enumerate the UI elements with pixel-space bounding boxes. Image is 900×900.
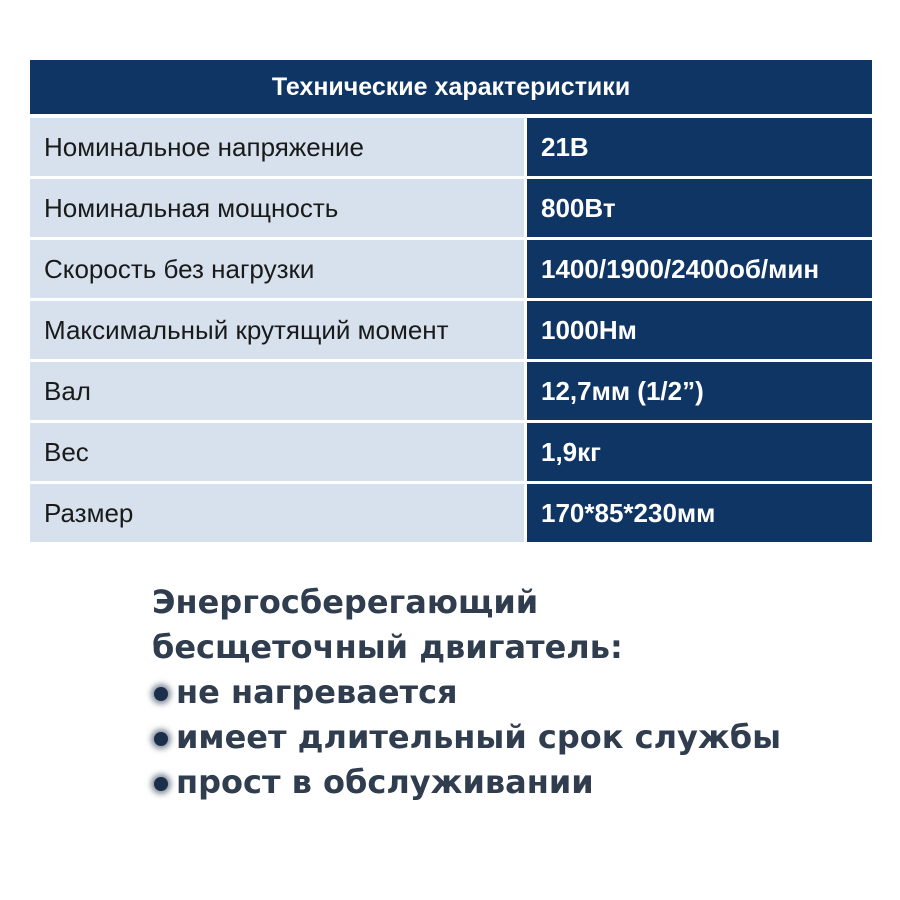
spec-value: 1,9кг <box>527 423 872 481</box>
features-title-line2: бесщеточный двигатель: <box>152 628 623 666</box>
feature-text: имеет длительный срок службы <box>176 718 782 756</box>
table-row <box>30 240 872 301</box>
spec-label: Номинальное напряжение <box>30 118 527 176</box>
spec-value: 21В <box>527 118 872 176</box>
spec-label: Вес <box>30 423 527 481</box>
feature-text: не нагревается <box>176 673 458 711</box>
spec-label: Размер <box>30 484 527 542</box>
list-item <box>152 715 781 760</box>
spec-value: 12,7мм (1/2”) <box>527 362 872 420</box>
spec-value: 170*85*230мм <box>527 484 872 542</box>
spec-label: Максимальный крутящий момент <box>30 301 527 359</box>
spec-table <box>30 60 872 542</box>
spec-value: 1000Нм <box>527 301 872 359</box>
spec-value: 800Вт <box>527 179 872 237</box>
table-row <box>30 362 872 423</box>
feature-text: прост в обслуживании <box>176 763 594 801</box>
table-row <box>30 484 872 542</box>
features-block <box>152 580 781 805</box>
list-item <box>152 760 781 805</box>
features-title-line1: Энергосберегающий <box>152 583 539 621</box>
table-row <box>30 301 872 362</box>
bullet-dot-icon <box>154 732 168 746</box>
table-row <box>30 179 872 240</box>
table-row <box>30 423 872 484</box>
table-row <box>30 118 872 179</box>
spec-table-title: Технические характеристики <box>30 60 872 118</box>
spec-label: Скорость без нагрузки <box>30 240 527 298</box>
spec-label: Номинальная мощность <box>30 179 527 237</box>
spec-value: 1400/1900/2400об/мин <box>527 240 872 298</box>
spec-label: Вал <box>30 362 527 420</box>
bullet-dot-icon <box>154 687 168 701</box>
list-item <box>152 670 781 715</box>
bullet-dot-icon <box>154 777 168 791</box>
